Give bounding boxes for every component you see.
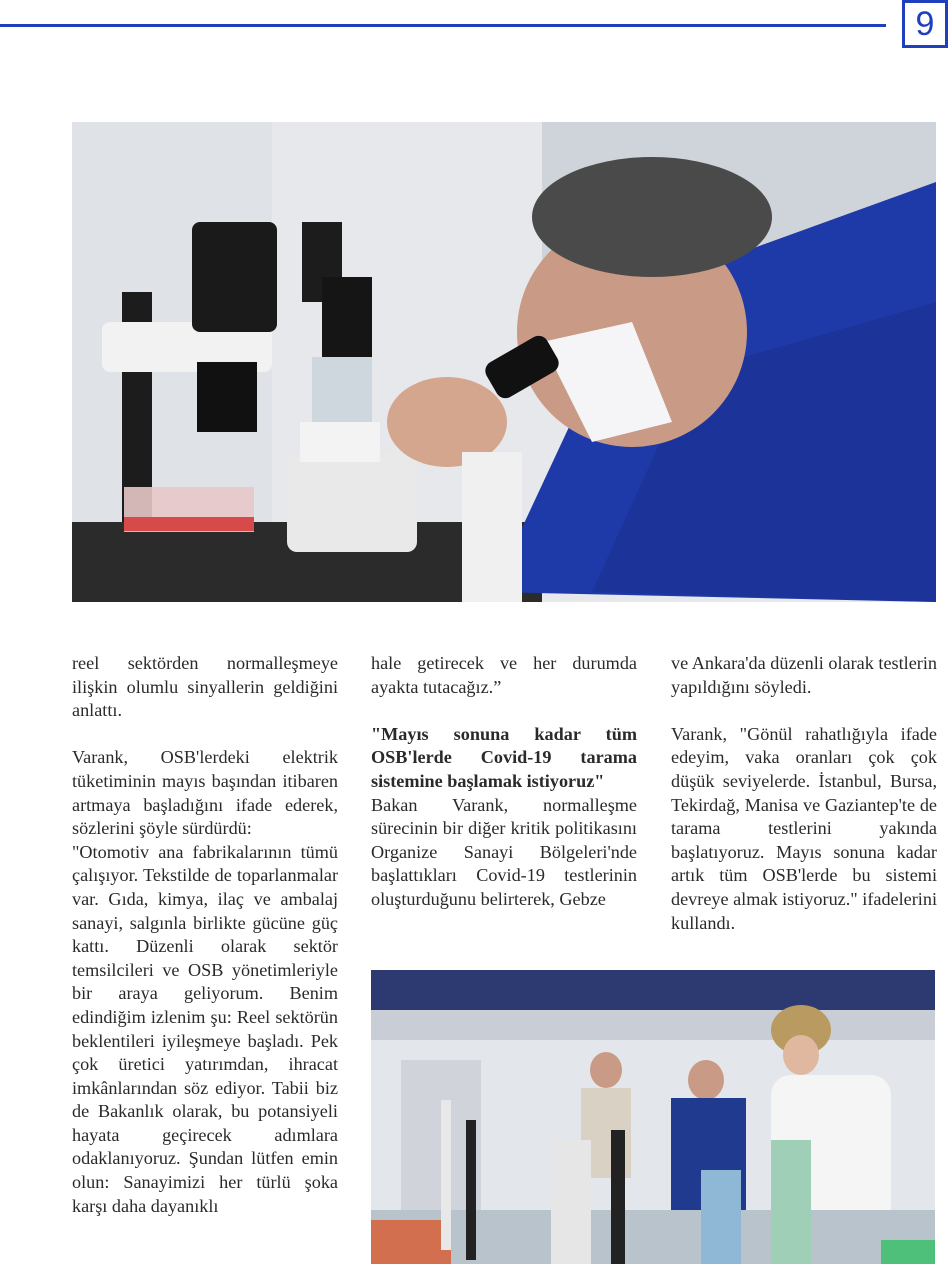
article-column-1 <box>72 652 338 1218</box>
article-column-2 <box>371 652 637 912</box>
laboratory-photo-icon <box>371 970 935 1264</box>
paragraph: Varank, OSB'lerdeki elektrik tüketiminin mayıs başından itibaren artmaya başladığını ifade ederek, sözlerini şöyle sürdürdü: <box>72 747 338 839</box>
paragraph: Bakan Varank, normalleşme sürecinin bir diğer kritik politikasını Organize Sanayi Bölgeleri'nde başlattıkları Covid-19 testlerinin oluşturduğunu belirterek, Gebze <box>371 794 637 909</box>
paragraph: Varank, "Gönül rahatlığıyla ifade edeyim, vaka oranları çok çok düşük seviyelerde. İstanbul, Bursa, Tekirdağ, Manisa ve Gaziantep'te de tarama testlerini yakında başlatıyoruz. Mayıs sonuna kadar artık tüm OSB'lerde bu sistemi devreye almak istiyoruz." ifadelerini kullandı. <box>671 723 937 933</box>
article-column-3 <box>671 652 937 935</box>
page-number: 9 <box>902 0 948 48</box>
paragraph: ve Ankara'da düzenli olarak testlerin yapıldığını söyledi. <box>671 653 937 697</box>
section-heading: "Mayıs sonuna kadar tüm OSB'lerde Covid-19 tarama sistemine başlamak istiyoruz" <box>371 723 637 791</box>
photo-lab-visit <box>371 970 935 1264</box>
paragraph: hale getirecek ve her durumda ayakta tutacağız.” <box>371 653 637 697</box>
photo-minister-microscope <box>72 122 936 602</box>
header-rule <box>0 24 886 27</box>
microscope-photo-icon <box>72 122 936 602</box>
paragraph: "Otomotiv ana fabrikalarının tümü çalışıyor. Tekstilde de toparlanmalar var. Gıda, kimya, ilaç ve ambalaj sanayi, salgınla birlikte gücüne güç kattı. Düzenli olarak sektör temsilcileri ve OSB yönetimleriyle bir araya geliyorum. Benim edindiğim izlenim şu: Reel sektörün beklentileri iyileşmeye başladı. Pek çok üretici yatırımdan, ihracat imkânlarından söz ediyor. Tabii biz de Bakanlık olarak, bu potansiyeli hayata geçirecek adımlara odaklanıyoruz. Şundan lütfen emin olun: Sanayimizi her türlü şoka karşı daha dayanıklı <box>72 841 338 1216</box>
paragraph: reel sektörden normalleşmeye ilişkin olumlu sinyallerin geldiğini anlattı. <box>72 653 338 721</box>
